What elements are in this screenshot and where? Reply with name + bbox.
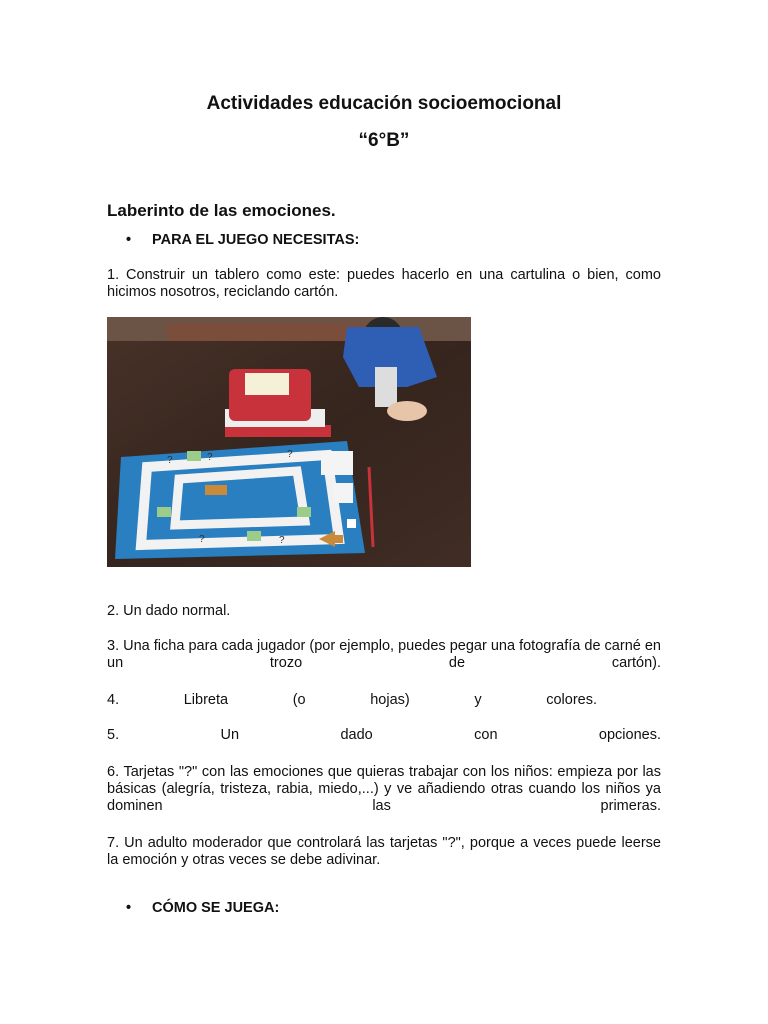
normal-die <box>347 519 356 528</box>
document-title: Actividades educación socioemocional <box>206 93 562 114</box>
bullet-needs <box>126 232 359 249</box>
board-question-mark: ? <box>167 455 173 466</box>
emotion-card <box>187 451 201 461</box>
bullet-needs-label: PARA EL JUEGO NECESITAS: <box>152 232 360 248</box>
child-sleeve <box>375 367 397 407</box>
emotion-card <box>297 507 311 517</box>
board-center-sign <box>205 485 227 495</box>
board-game-photo <box>107 317 471 567</box>
section-title: Laberinto de las emociones. <box>107 201 336 220</box>
bullet-dot: • <box>126 232 132 248</box>
item-6: 6. Tarjetas "?" con las emociones que quieras trabajar con los niños: empieza por las básicas (alegría, tristeza, rabia, miedo,...) y ve añadiendo otras cuando los niños ya dominen las primeras. <box>107 764 661 814</box>
item-7: 7. Un adulto moderador que controlará las tarjetas "?", porque a veces puede leerse la emoción y otras veces se debe adivinar. <box>107 835 661 868</box>
item-3: 3. Una ficha para cada jugador (por ejemplo, puedes pegar una fotografía de carné en un trozo de cartón). <box>107 638 661 671</box>
item-2: 2. Un dado normal. <box>107 603 231 619</box>
board-game-photo-drawing <box>107 317 471 567</box>
item-1: 1. Construir un tablero como este: puedes hacerlo en una cartulina o bien, como hicimos nosotros, reciclando cartón. <box>107 267 661 300</box>
child-hand <box>387 401 427 421</box>
question-cards <box>321 451 353 475</box>
options-die <box>333 483 353 503</box>
item-5: 5. Un dado con opciones. <box>107 727 661 743</box>
emotion-card <box>247 531 261 541</box>
board-question-mark: ? <box>199 534 205 545</box>
bullet-how-to-play-label: CÓMO SE JUEGA: <box>152 900 280 916</box>
document-subtitle: “6°B” <box>358 130 410 151</box>
bullet-dot: • <box>126 900 132 916</box>
bullet-how-to-play <box>126 900 279 917</box>
emotion-card <box>157 507 171 517</box>
board-question-mark: ? <box>287 449 293 460</box>
board-question-mark: ? <box>207 452 213 463</box>
red-box-label <box>245 373 289 395</box>
item-4: 4. Libreta (o hojas) y colores. <box>107 692 597 708</box>
board-question-mark: ? <box>279 535 285 546</box>
